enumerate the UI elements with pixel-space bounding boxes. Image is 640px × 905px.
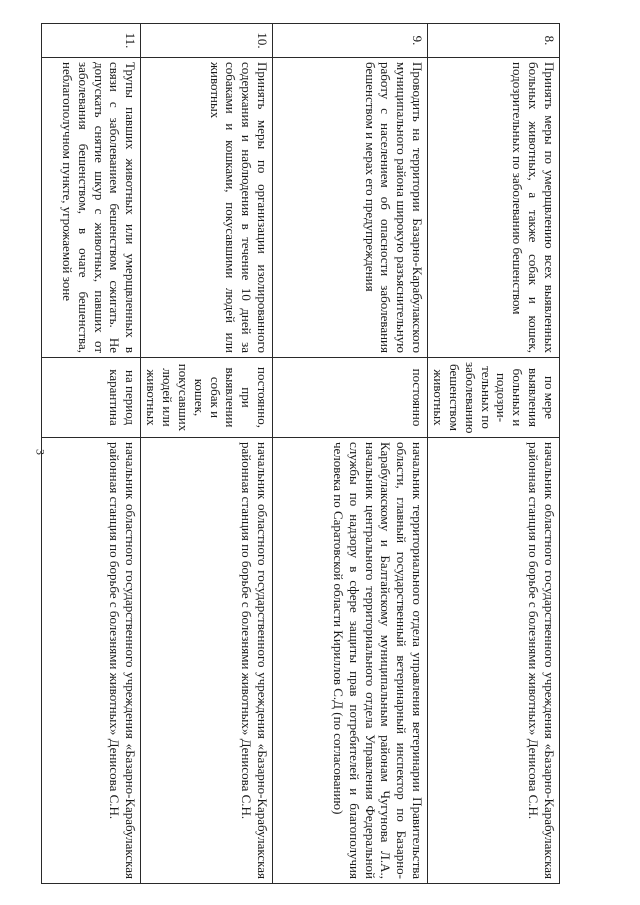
term-cell: постоянно xyxy=(273,357,428,437)
table-row xyxy=(273,23,428,883)
row-number: 11. xyxy=(42,23,141,57)
responsible-cell: начальник территориального отдела управления ветеринарии Правительства области, главный государственный ветеринарный инспектор по Базарно-Карабулакскому и Балтайскому муниципальным районам Чугунова Л.А., начальник центрального территориального отдела Управления Федеральной службы по надзору в сфере защиты прав потребителей и благополучия человека по Саратовской области Кириллов С.Д (по согласованию) xyxy=(273,437,428,883)
table-row xyxy=(141,23,273,883)
row-number: 8. xyxy=(428,23,560,57)
measures-table xyxy=(41,23,560,884)
term-cell: по мере выявления больных и подозри-тельных по заболеванию бешенством животных xyxy=(428,357,560,437)
responsible-cell: начальник областного государственного учреждения «Базарно-Карабулакская районная станция по борьбе с болезнями животных» Денисова С.Н. xyxy=(42,437,141,883)
table-row xyxy=(428,23,560,883)
row-number: 10. xyxy=(141,23,273,57)
page-number: 3 xyxy=(33,449,48,455)
measure-cell: Принять меры по организации изолированного содержания и наблюдения в течение 10 дней за собаками и кошками, покусавшими людей или животных xyxy=(141,57,273,357)
table-row xyxy=(42,23,141,883)
row-number: 9. xyxy=(273,23,428,57)
responsible-cell: начальник областного государственного учреждения «Базарно-Карабулакская районная станция по борьбе с болезнями животных» Денисова С.Н. xyxy=(141,437,273,883)
responsible-cell: начальник областного государственного учреждения «Базарно-Карабулакская районная станция по борьбе с болезнями животных» Денисова С.Н. xyxy=(428,437,560,883)
term-cell: на период карантина xyxy=(42,357,141,437)
measure-cell: Трупы павших животных или умерщвленных в связи с заболеванием бешенством сжигать. Не допускать снятие шкур с животных, павших от заболевания бешенством, в очаге бешенства, неблагополучном пункте, угрожаемой зоне xyxy=(42,57,141,357)
term-cell: постоянно, при выявлении собак и кошек, покусавших людей или животных xyxy=(141,357,273,437)
measure-cell: Принять меры по умерщвлению всех выявленных больных животных, а также собак и кошек, подозрительных по заболеванию бешенством xyxy=(428,57,560,357)
measure-cell: Проводить на территории Базарно-Карабулакского муниципального района широкую разъяснительную работу с населением об опасности заболевания бешенством и мерах его предупреждения xyxy=(273,57,428,357)
rotated-page xyxy=(59,23,560,883)
